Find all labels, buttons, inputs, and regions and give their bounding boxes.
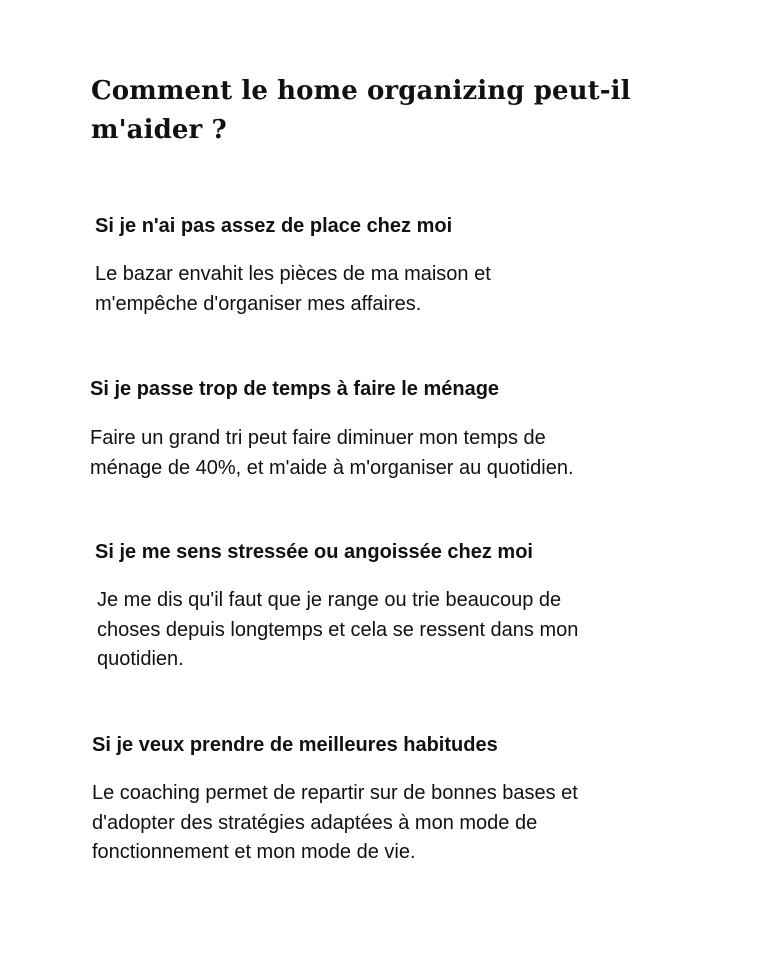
section-heading: Si je passe trop de temps à faire le ménage xyxy=(90,378,500,400)
section-body xyxy=(95,260,695,319)
section-heading: Si je n'ai pas assez de place chez moi xyxy=(95,215,453,237)
body-line: fonctionnement et mon mode de vie. xyxy=(92,841,416,863)
section-heading: Si je veux prendre de meilleures habitudes xyxy=(92,734,498,756)
body-line: d'adopter des stratégies adaptées à mon mode de xyxy=(92,811,538,834)
section-body xyxy=(90,424,690,483)
section-habitudes xyxy=(92,731,692,868)
section-menage xyxy=(90,375,690,483)
body-line: Faire un grand tri peut faire diminuer mon temps de xyxy=(90,427,546,449)
body-line: m'empêche d'organiser mes affaires. xyxy=(95,292,422,315)
section-heading: Si je me sens stressée ou angoissée chez moi xyxy=(95,541,533,563)
section-place xyxy=(95,212,695,319)
body-line: choses depuis longtemps et cela se ressent dans mon xyxy=(97,618,579,641)
page-title: Comment le home organizing peut-il m'aider ? xyxy=(91,76,631,145)
body-line: Je me dis qu'il faut que je range ou trie beaucoup de xyxy=(97,589,562,611)
body-line: Le coaching permet de repartir sur de bonnes bases et xyxy=(92,782,578,804)
section-body xyxy=(92,779,692,868)
body-line: ménage de 40%, et m'aide à m'organiser au quotidien. xyxy=(90,456,574,479)
section-stress xyxy=(95,538,695,675)
body-line: quotidien. xyxy=(97,648,184,670)
section-body xyxy=(95,586,695,675)
body-line: Le bazar envahit les pièces de ma maison et xyxy=(95,263,491,285)
